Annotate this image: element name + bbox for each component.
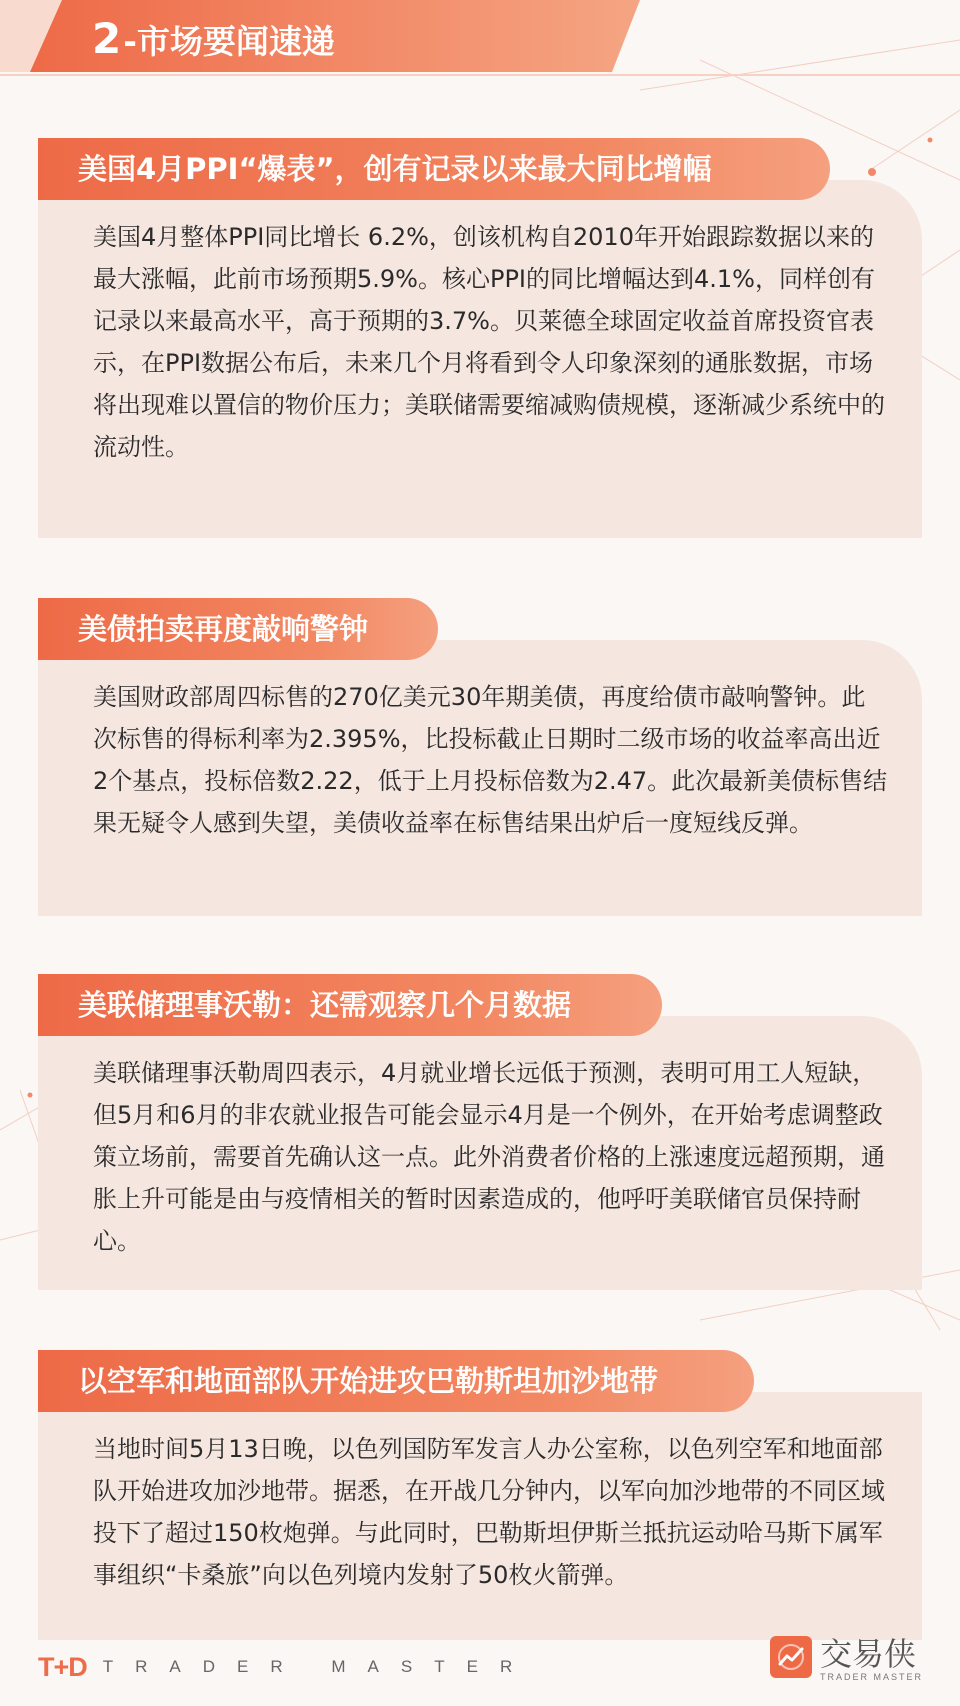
news-headline: 美联储理事沃勒：还需观察几个月数据 (38, 974, 662, 1036)
news-body: 美联储理事沃勒周四表示，4月就业增长远低于预测，表明可用工人短缺，但5月和6月的非农就业报告可能会显示4月是一个例外，在开始考虑调整政策立场前，需要首先确认这一点。此外消费者价格的上涨速度远超预期，通胀上升可能是由与疫情相关的暂时因素造成的，他呼吁美联储官员保持耐心。 (93, 1059, 885, 1255)
news-body: 美国4月整体PPI同比增长 6.2%，创该机构自2010年开始跟踪数据以来的最大涨幅，此前市场预期5.9%。核心PPI的同比增幅达到4.1%，同样创有记录以来最高水平，高于预期的3.7%。贝莱德全球固定收益首席投资官表示，在PPI数据公布后，未来几个月将看到令人印象深刻的通胀数据，市场将出现难以置信的物价压力；美联储需要缩减购债规模，逐渐减少系统中的流动性。 (93, 223, 885, 461)
news-body: 美国财政部周四标售的270亿美元30年期美债，再度给债市敲响警钟。此次标售的得标利率为2.395%，比投标截止日期时二级市场的收益率高出近2个基点，投标倍数2.22，低于上月投标倍数为2.47。此次最新美债标售结果无疑令人感到失望，美债收益率在标售结果出炉后一度短线反弹。 (93, 683, 888, 837)
news-section-gaza (38, 1350, 922, 1640)
news-headline: 以空军和地面部队开始进攻巴勒斯坦加沙地带 (38, 1350, 754, 1412)
news-headline: 美债拍卖再度敲响警钟 (38, 598, 438, 660)
news-section-fed-waller (38, 974, 922, 1290)
brand-name: 交易侠 (820, 1635, 917, 1673)
td-logo-subtitle: TRADER MASTER (102, 1657, 535, 1676)
section-header (0, 0, 960, 78)
news-section-treasury-auction (38, 598, 922, 916)
td-logo-text: T+D (38, 1651, 87, 1682)
news-body: 当地时间5月13日晚，以色列国防军发言人办公室称，以色列空军和地面部队开始进攻加沙地带。据悉，在开战几分钟内，以军向加沙地带的不同区域投下了超过150枚炮弹。与此同时，巴勒斯坦伊斯兰抵抗运动哈马斯下属军事组织“卡桑旅”向以色列境内发射了50枚火箭弹。 (93, 1435, 885, 1589)
footer-logo (38, 1652, 534, 1682)
section-number: 2 (92, 14, 122, 63)
brand-name-en: TRADER MASTER (820, 1672, 924, 1682)
section-title: -市场要闻速递 (123, 22, 335, 61)
chart-trend-icon (770, 1636, 812, 1678)
news-headline: 美国4月PPI“爆表”，创有记录以来最大同比增幅 (38, 138, 830, 200)
news-section-ppi (38, 138, 922, 538)
brand-logo (770, 1636, 923, 1682)
